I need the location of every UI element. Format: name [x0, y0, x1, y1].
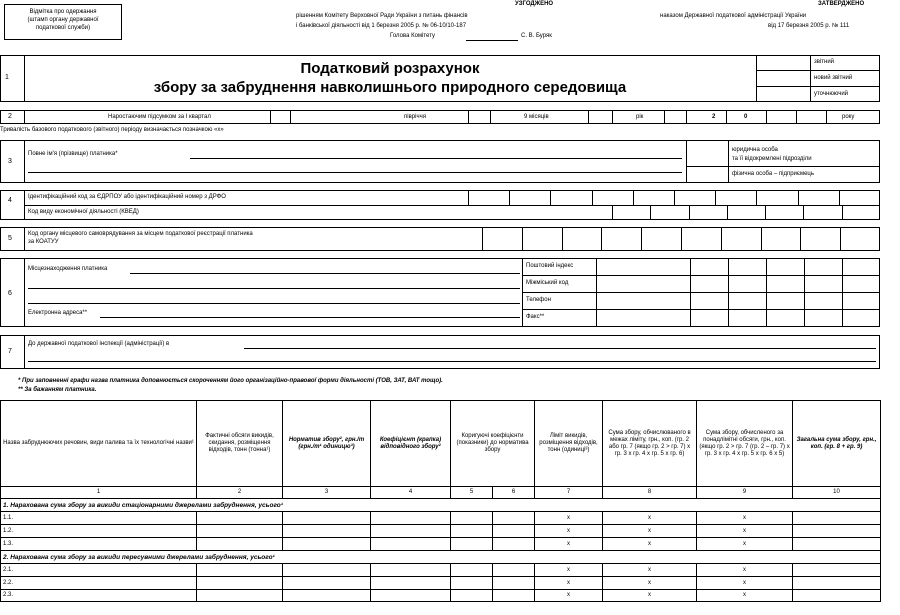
- header-name: Назва забруднюючих речовин, види палива та їх технологічні назви¹: [1, 401, 197, 487]
- header-total-sum: Загальна сума збору, грн., коп. (гр. 8 + гр. 9): [793, 401, 881, 487]
- table-row[interactable]: [1, 577, 881, 590]
- stamp-line-1: Відмітка про одержання: [29, 9, 97, 15]
- period-label: Наростаючим підсумком за I квартал: [108, 114, 211, 120]
- x-mark: х: [535, 525, 603, 538]
- period-nine-months: 9 місяців: [524, 114, 549, 120]
- table-row[interactable]: [1, 538, 881, 551]
- row-number-1: 1: [5, 74, 9, 81]
- agreed-signatory: С. В. Буряк: [521, 33, 552, 39]
- x-mark: х: [535, 590, 603, 602]
- form-title-line-1: Податковий розрахунок: [300, 60, 480, 77]
- legal-entity-label: юридична особа: [732, 147, 778, 153]
- row-number-3: 3: [8, 158, 12, 165]
- period-suffix: року: [842, 114, 855, 120]
- header-rate: Норматив збору², грн./т (грн./т¹ одиницю³): [283, 401, 371, 487]
- x-mark: х: [697, 577, 793, 590]
- x-mark: х: [603, 577, 697, 590]
- kved-code-cells[interactable]: [612, 205, 880, 220]
- col-number: 9: [697, 487, 793, 499]
- row-code: 2.2.: [1, 577, 197, 590]
- period-note: Тривалість базового податкового (звітного) періоду визначається позначкою «х»: [0, 127, 224, 133]
- tax-office-label: До державної податкової інспекції (адміністрації) в: [28, 341, 170, 347]
- row-code: 2.3.: [1, 590, 197, 602]
- fax-cells[interactable]: [690, 309, 880, 327]
- col-number: 3: [283, 487, 371, 499]
- phone-label: Телефон: [526, 297, 551, 303]
- period-year: рік: [636, 114, 644, 120]
- col-number: 5: [451, 487, 493, 499]
- location-label: Місцезнаходження платника: [28, 266, 108, 272]
- footnote-2: ** За бажанням платника.: [18, 387, 97, 393]
- agreed-line-1: рішенням Комітету Верховної Ради України з питань фінансів: [296, 13, 468, 19]
- kved-label: Код виду економічної діяльності (КВЕД): [28, 209, 139, 215]
- agreed-line-3: Голова Комітету: [390, 33, 436, 39]
- x-mark: х: [603, 564, 697, 577]
- row-number-7: 7: [8, 348, 12, 355]
- email-label: Електронна адреса**: [28, 310, 88, 316]
- approved-line-2: від 17 березня 2005 р. № 111: [768, 23, 850, 29]
- fax-label: Факс**: [526, 314, 545, 320]
- row-code: 2.1.: [1, 564, 197, 577]
- x-mark: х: [697, 564, 793, 577]
- x-mark: х: [603, 538, 697, 551]
- col-number: 4: [371, 487, 451, 499]
- table-row[interactable]: [1, 525, 881, 538]
- header-sum-within-limit: Сума збору, обчислюваного в межах ліміту, грн., коп. (гр. 2 або гр. 7 (якщо гр. 2 > гр. 7) х гр. 3 х гр. 4 х гр. 5 х гр. 6): [603, 401, 697, 487]
- x-mark: х: [697, 525, 793, 538]
- city-code-label: Міжміський код: [526, 280, 569, 286]
- approved-line-1: наказом Державної податкової адміністрації України: [660, 13, 807, 19]
- col-number: 6: [493, 487, 535, 499]
- x-mark: х: [535, 538, 603, 551]
- edrpou-label: Ідентифікаційний код за ЄДРПОУ або ідентифікаційний номер з ДРФО: [28, 194, 226, 200]
- koatuu-label-line-2: за КОАТУУ: [28, 239, 59, 245]
- stamp-line-2: (штамп органу державної: [27, 17, 99, 23]
- phone-cells[interactable]: [690, 292, 880, 309]
- section-2-title: 2. Нарахована сума збору за викиди пересувними джерелами забруднення, усього¹: [1, 551, 881, 564]
- col-number: 2: [197, 487, 283, 499]
- agreed-heading: УЗГОДЖЕНО: [515, 1, 554, 7]
- year-digit-1[interactable]: 2: [712, 114, 716, 120]
- period-half-year: півріччя: [404, 114, 426, 120]
- year-digit-2[interactable]: 0: [744, 114, 748, 120]
- header-corrective-coefficients: Коригуючі коефіцієнти (показники) до норматива збору: [451, 401, 535, 487]
- payer-name-label: Повне ім'я (прізвище) платника*: [28, 151, 118, 157]
- section-1-row: [1, 499, 881, 512]
- row-number-2: 2: [8, 113, 12, 120]
- agreed-line-2: і банківської діяльності від 1 березня 2005 р. № 06-10/10-187: [296, 23, 467, 29]
- table-row[interactable]: [1, 590, 881, 602]
- individual-label: фізична особа – підприємець: [732, 171, 814, 177]
- report-type-regular: звітний: [814, 59, 835, 65]
- separate-unit-label: та її відокремлені підрозділи: [732, 156, 812, 162]
- row-number-4: 4: [8, 197, 12, 204]
- x-mark: х: [697, 590, 793, 602]
- header-limit: Ліміт викидів, розміщення відходів, тонн (одиниці³): [535, 401, 603, 487]
- col-number: 8: [603, 487, 697, 499]
- x-mark: х: [535, 577, 603, 590]
- tax-office-line[interactable]: [244, 348, 876, 349]
- table-header-row: [1, 401, 881, 487]
- row-number-6: 6: [8, 290, 12, 297]
- col-number: 1: [1, 487, 197, 499]
- stamp-line-3: податкової служби): [35, 25, 91, 31]
- header-coefficient: Коефіцієнт (крапка) відповідного збору²: [371, 401, 451, 487]
- header-sum-over-limit: Сума збору, обчисленого за понадлімітні обсяги, грн., коп. (якщо гр. 2 > гр. 7 (гр. 2 – гр. 7) х гр. 3 х гр. 4 х гр. 5 х гр. 6 х 5): [697, 401, 793, 487]
- city-code-cells[interactable]: [690, 275, 880, 292]
- table-row[interactable]: [1, 512, 881, 525]
- x-mark: х: [535, 564, 603, 577]
- row-code: 1.3.: [1, 538, 197, 551]
- form-title-line-2: збору за забруднення навколишнього природного середовища: [153, 79, 627, 96]
- x-mark: х: [603, 512, 697, 525]
- table-row[interactable]: [1, 564, 881, 577]
- footnote-1: * При заповненні графи назва платника доповнюється скороченням його організаційно-правової форми діяльності (ТОВ, ЗАТ, ВАТ тощо).: [18, 378, 443, 384]
- edrpou-code-cells[interactable]: [468, 190, 880, 205]
- koatuu-label-line-1: Код органу місцевого самоврядування за місцем податкової реєстрації платника: [28, 231, 253, 237]
- report-type-new: новий звітний: [814, 75, 853, 81]
- section-1-title: 1. Нарахована сума збору за викиди стаціонарними джерелами забруднення, усього¹: [1, 499, 881, 512]
- payer-name-line[interactable]: [190, 158, 682, 159]
- approved-heading: ЗАТВЕРДЖЕНО: [818, 1, 865, 7]
- row-number-5: 5: [8, 235, 12, 242]
- tax-table: [0, 400, 881, 602]
- postal-code-label: Поштовий індекс: [526, 263, 574, 269]
- col-number: 10: [793, 487, 881, 499]
- row-code: 1.1.: [1, 512, 197, 525]
- row-code: 1.2.: [1, 525, 197, 538]
- postal-code-cells[interactable]: [690, 258, 880, 275]
- column-number-row: [1, 487, 881, 499]
- x-mark: х: [535, 512, 603, 525]
- koatuu-code-cells[interactable]: [482, 227, 880, 251]
- x-mark: х: [697, 538, 793, 551]
- x-mark: х: [697, 512, 793, 525]
- section-2-row: [1, 551, 881, 564]
- receipt-stamp-box: [4, 4, 122, 40]
- report-type-clarifying: уточнюючий: [814, 91, 849, 97]
- x-mark: х: [603, 525, 697, 538]
- x-mark: х: [603, 590, 697, 602]
- header-actual-volume: Фактичні обсяги викидів, скидання, розміщення відходів, тонн (тонна¹): [197, 401, 283, 487]
- col-number: 7: [535, 487, 603, 499]
